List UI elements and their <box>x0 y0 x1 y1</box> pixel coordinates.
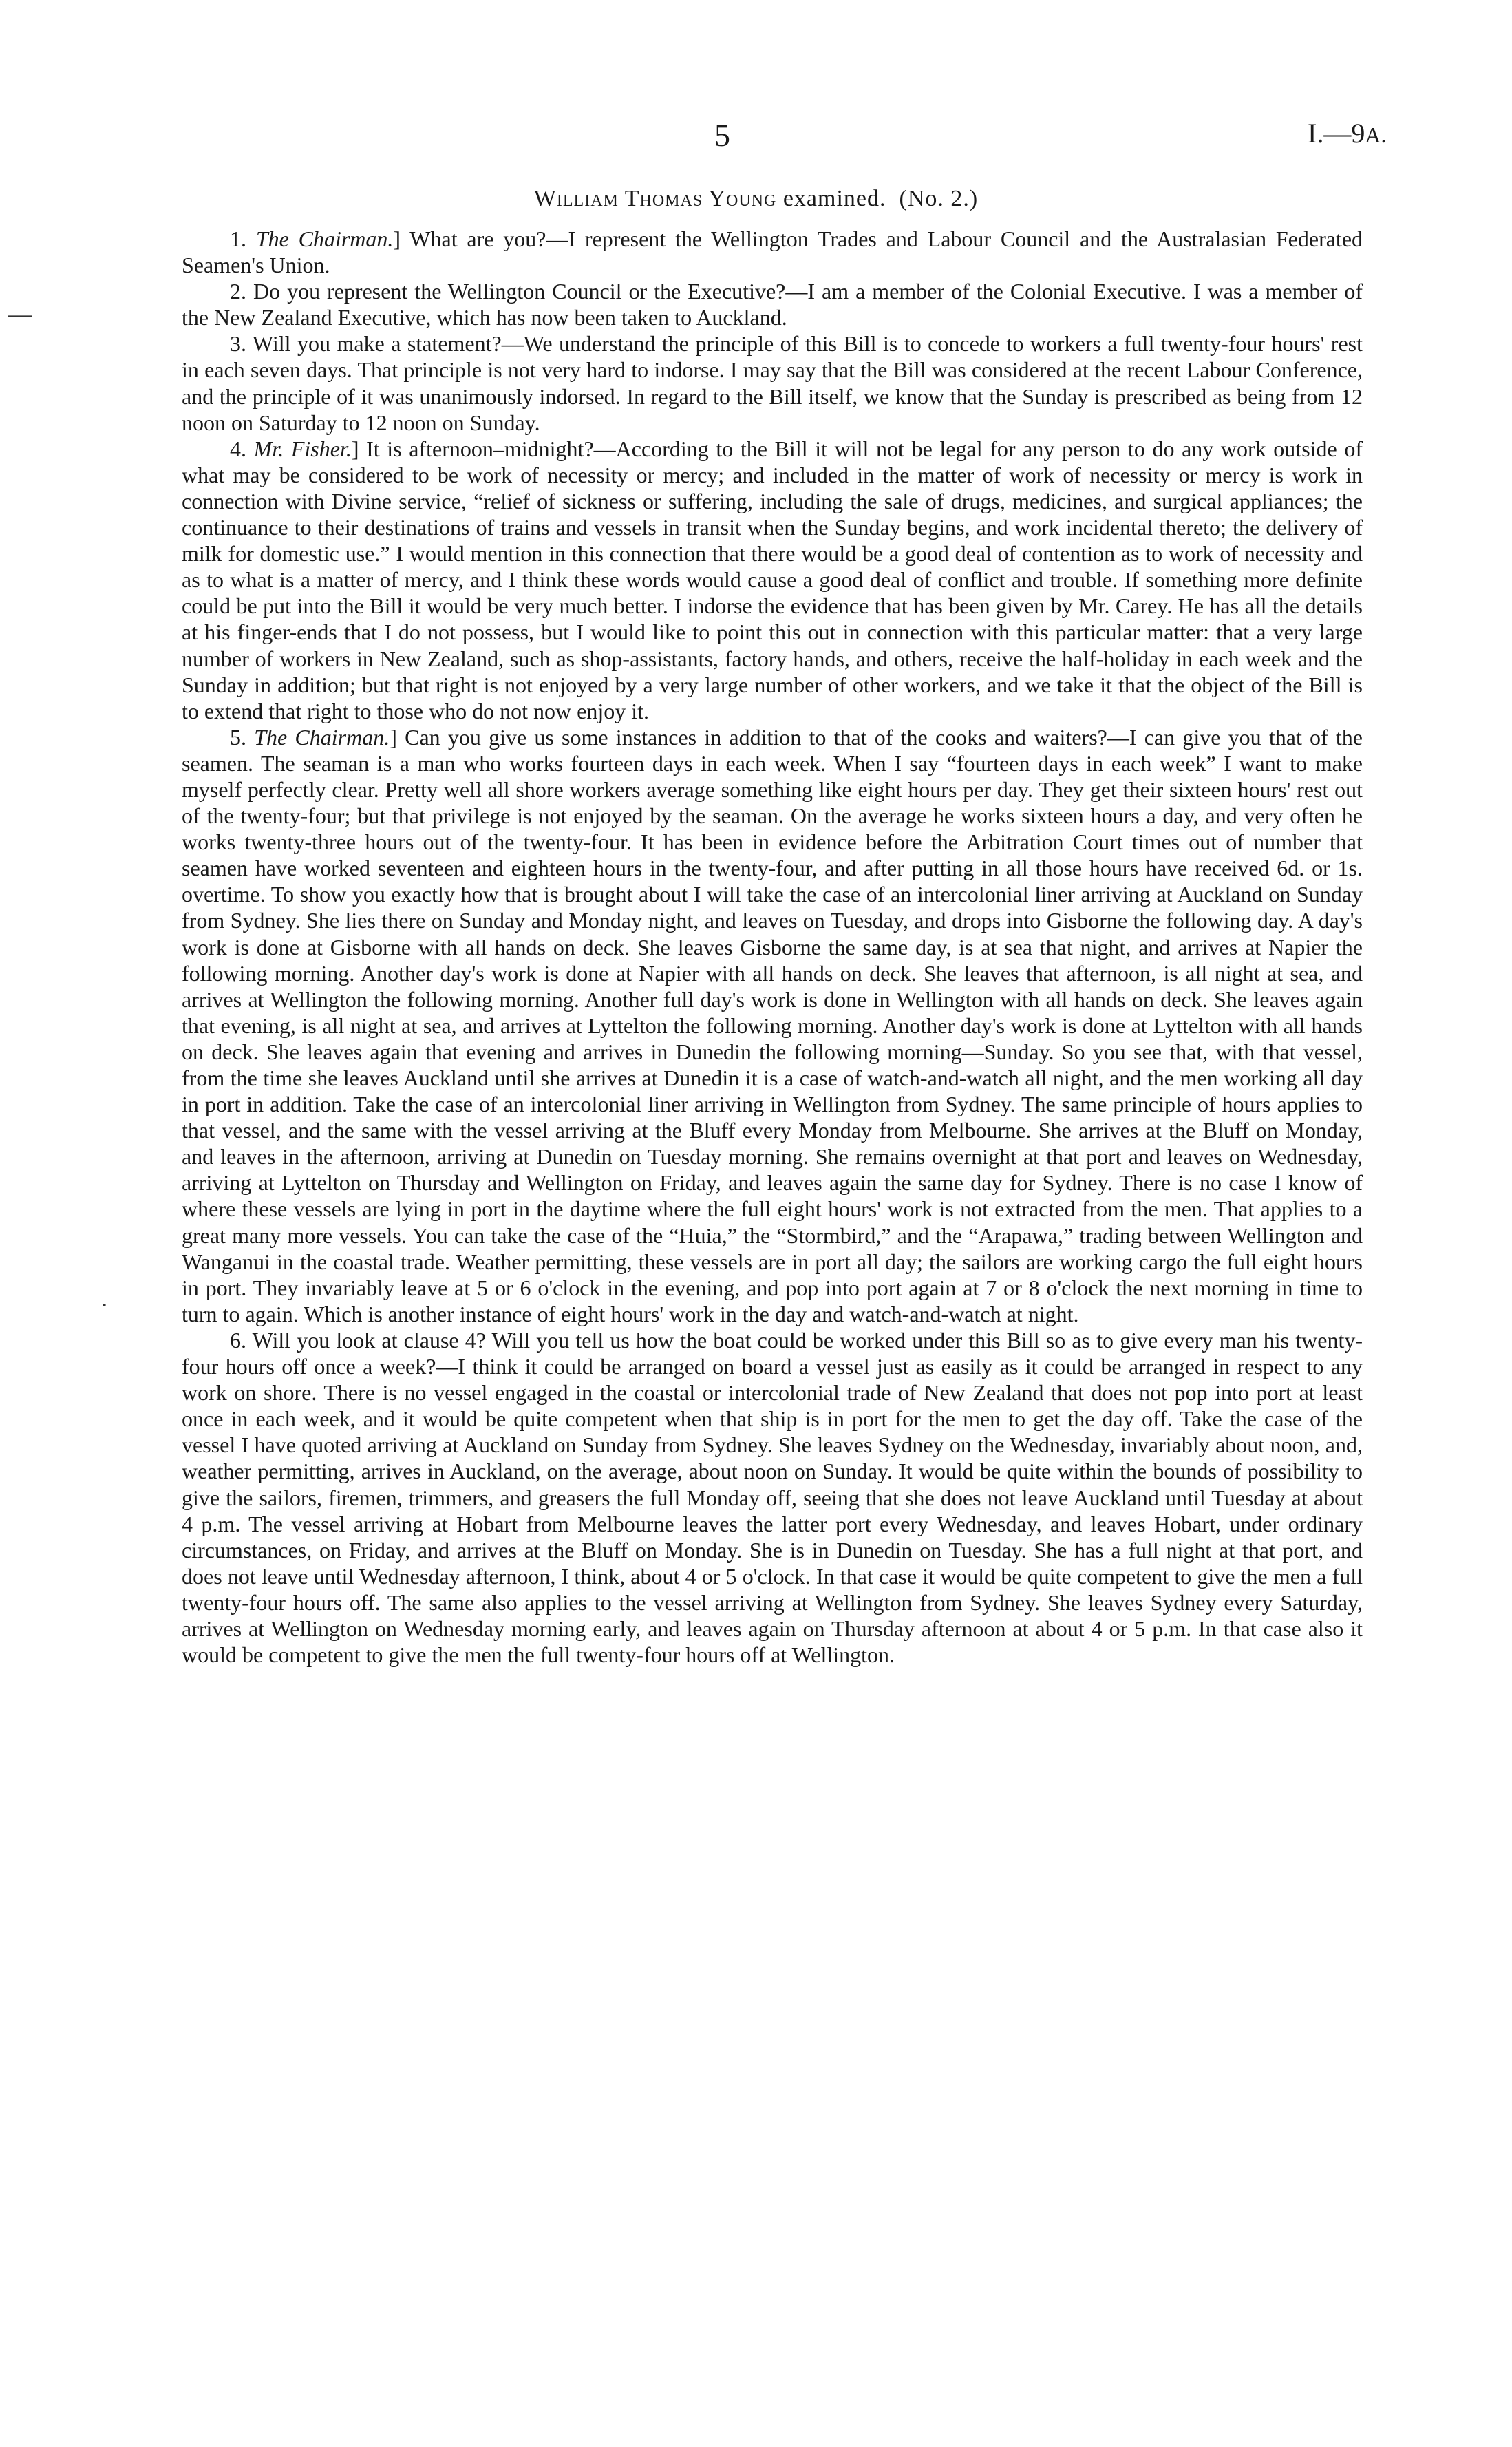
margin-dot-mark: · <box>100 1293 109 1318</box>
paragraph-speaker: The Chairman. <box>255 226 394 251</box>
evidence-paragraph <box>182 724 1363 1327</box>
paragraph-text: Will you make a statement?—We understand the principle of this Bill is to concede to workers a full twenty-four hours' rest in each seven days. That principle is not very hard to indorse. I may say that the Bill was considered at the recent Labour Conference, and the principle of it was unanimously indorsed. In regard to the Bill itself, we know that the Sunday is prescribed as being from 12 noon on Saturday to 12 noon on Sunday. <box>182 331 1363 435</box>
paragraph-number: 6. <box>230 1327 246 1353</box>
paragraph-speaker: Mr. Fisher. <box>253 436 352 461</box>
evidence-paragraph <box>182 278 1363 330</box>
evidence-body <box>182 226 1363 1668</box>
evidence-paragraph <box>182 330 1363 435</box>
document-reference <box>1308 117 1386 149</box>
paragraph-number: 4. <box>230 436 246 461</box>
document-reference-suffix: A. <box>1365 123 1387 147</box>
witness-examination-number: (No. 2.) <box>899 186 979 211</box>
paragraph-number: 3. <box>230 331 246 357</box>
evidence-paragraph <box>182 1327 1363 1668</box>
paragraph-text: ] It is afternoon–midnight?—According to the Bill it will not be legal for any person to do any work outside of what may be considered to be work of necessity or mercy; and included in the matter of work of necessity or mercy is work in connection with Divine service, “relief of sickness or suffering, including the sale of drugs, medicines, and surgical appliances; the continuance to their destinations of trains and vessels in transit when the Sunday begins, and work incidental thereto; the delivery of milk for domestic use.” I would mention in this connection that there would be a good deal of contention as to work of necessity and as to what is a matter of mercy, and I think these words would cause a good deal of conflict and trouble. If something more definite could be put into the Bill it would be very much better. I indorse the evidence that has been given by Mr. Carey. He has all the details at his finger-ends that I do not possess, but I would like to point this out in connection with this particular matter: that a very large number of workers in New Zealand, such as shop-assistants, factory hands, and others, receive the half-holiday in each week and the Sunday in addition; but that right is not enjoyed by a very large number of other workers, and we take it that the object of the Bill is to extend that right to those who do not now enjoy it. <box>182 436 1363 723</box>
margin-dash-mark: — <box>8 301 32 327</box>
paragraph-number: 5. <box>230 724 246 750</box>
evidence-paragraph <box>182 226 1363 278</box>
page-number: 5 <box>714 118 730 153</box>
paragraph-text: ] Can you give us some instances in addition to that of the cooks and waiters?—I can give you that of the seamen. The seaman is a man who works fourteen days in each week. When I say “fourteen days in each week” I want to make myself perfectly clear. Pretty well all shore workers average something like eight hours per day. They get their sixteen hours' rest out of the twenty-four; but that privilege is not enjoyed by the seaman. On the average he works sixteen hours a day, and very often he works twenty-three hours out of the twenty-four. It has been in evidence before the Arbitration Court times out of number that seamen have worked seventeen and eighteen hours in the twenty-four, and after putting in all those hours have received 6d. or 1s. overtime. To show you exactly how that is brought about I will take the case of an intercolonial liner arriving at Auckland on Sunday from Sydney. She lies there on Sunday and Monday night, and leaves on Tuesday, and drops into Gisborne the following day. A day's work is done at Gisborne with all hands on deck. She leaves Gisborne the same day, is at sea that night, and arrives at Napier the following morning. Another day's work is done at Napier with all hands on deck. She leaves that afternoon, is all night at sea, and arrives at Wellington the following morning. Another full day's work is done in Wellington with all hands on deck. She leaves again that evening, is all night at sea, and arrives at Lyttelton the following morning. Another day's work is done at Lyttelton with all hands on deck. She leaves again that evening and arrives in Dunedin the following morning—Sunday. So you see that, with that vessel, from the time she leaves Auckland until she arrives at Dunedin it is a case of watch-and-watch all night, and the men working all day in port in addition. Take the case of an intercolonial liner arriving in Wellington from Sydney. The same principle of hours applies to that vessel, and the same with the vessel arriving at the Bluff every Monday from Melbourne. She arrives at the Bluff on Monday, and leaves in the afternoon, arriving at Dunedin on Tuesday morning. She remains overnight at that port and leaves on Wednesday, arriving at Lyttelton on Thursday and Wellington on Friday, and leaves again the same day for Sydney. There is no case I know of where these vessels are lying in port in the daytime where the full eight hours' work is not extracted from the men. That applies to a great many more vessels. You can take the case of the “Huia,” the “Stormbird,” and the “Arapawa,” trading between Wellington and Wanganui in the coastal trade. Weather permitting, these vessels are in port all day; the sailors are working cargo the full eight hours in port. They invariably leave at 5 or 6 o'clock in the evening, and pop into port again at 7 or 8 o'clock the next morning in time to turn to again. Which is another instance of eight hours' work in the day and watch-and-watch at night. <box>182 724 1363 1326</box>
witness-status: examined. <box>782 186 886 211</box>
document-reference-main: I.—9 <box>1308 118 1365 149</box>
paragraph-text: ] What are you?—I represent the Wellington Trades and Labour Council and the Australasian Federated Seamen's Union. <box>182 226 1363 278</box>
paragraph-number: 2. <box>230 279 246 304</box>
evidence-paragraph <box>182 436 1363 724</box>
paragraph-text: Will you look at clause 4? Will you tell us how the boat could be worked under this Bill so as to give every man his twenty-four hours off once a week?—I think it could be arranged on board a vessel just as easily as it could be arranged in respect to any work on shore. There is no vessel engaged in the coastal or intercolonial trade of New Zealand that does not pop into port at least once in each week, and it would be quite competent when that ship is in port for the men to get the day off. Take the case of the vessel I have quoted arriving at Auckland on Sunday from Sydney. She leaves Sydney on the Wednesday, invariably about noon, and, weather permitting, arrives in Auckland, on the average, about noon on Sunday. It would be quite within the bounds of possibility to give the sailors, firemen, trimmers, and greasers the full Monday off, seeing that she does not leave Auckland until Tuesday at about 4 p.m. The vessel arriving at Hobart from Melbourne leaves the latter port every Wednesday, and leaves Hobart, under ordinary circumstances, on Friday, and arrives at the Bluff on Monday. She is in Dunedin on Tuesday. She has a full night at that port, and does not leave until Wednesday afternoon, I think, about 4 or 5 o'clock. In that case it would be quite competent to give the men a full twenty-four hours off. The same also applies to the vessel arriving at Wellington from Sydney. She leaves Sydney every Saturday, arrives at Wellington on Wednesday morning early, and leaves again on Thursday afternoon at about 4 or 5 p.m. In that case also it would be competent to give the men the full twenty-four hours off at Wellington. <box>182 1327 1363 1668</box>
paragraph-number: 1. <box>230 226 246 251</box>
witness-heading <box>0 186 1512 212</box>
paragraph-text: Do you represent the Wellington Council or the Executive?—I am a member of the Colonial Executive. I was a member of the New Zealand Executive, which has now been taken to Auckland. <box>182 279 1363 330</box>
witness-name: William Thomas Young <box>533 186 777 211</box>
paragraph-speaker: The Chairman. <box>254 724 390 750</box>
